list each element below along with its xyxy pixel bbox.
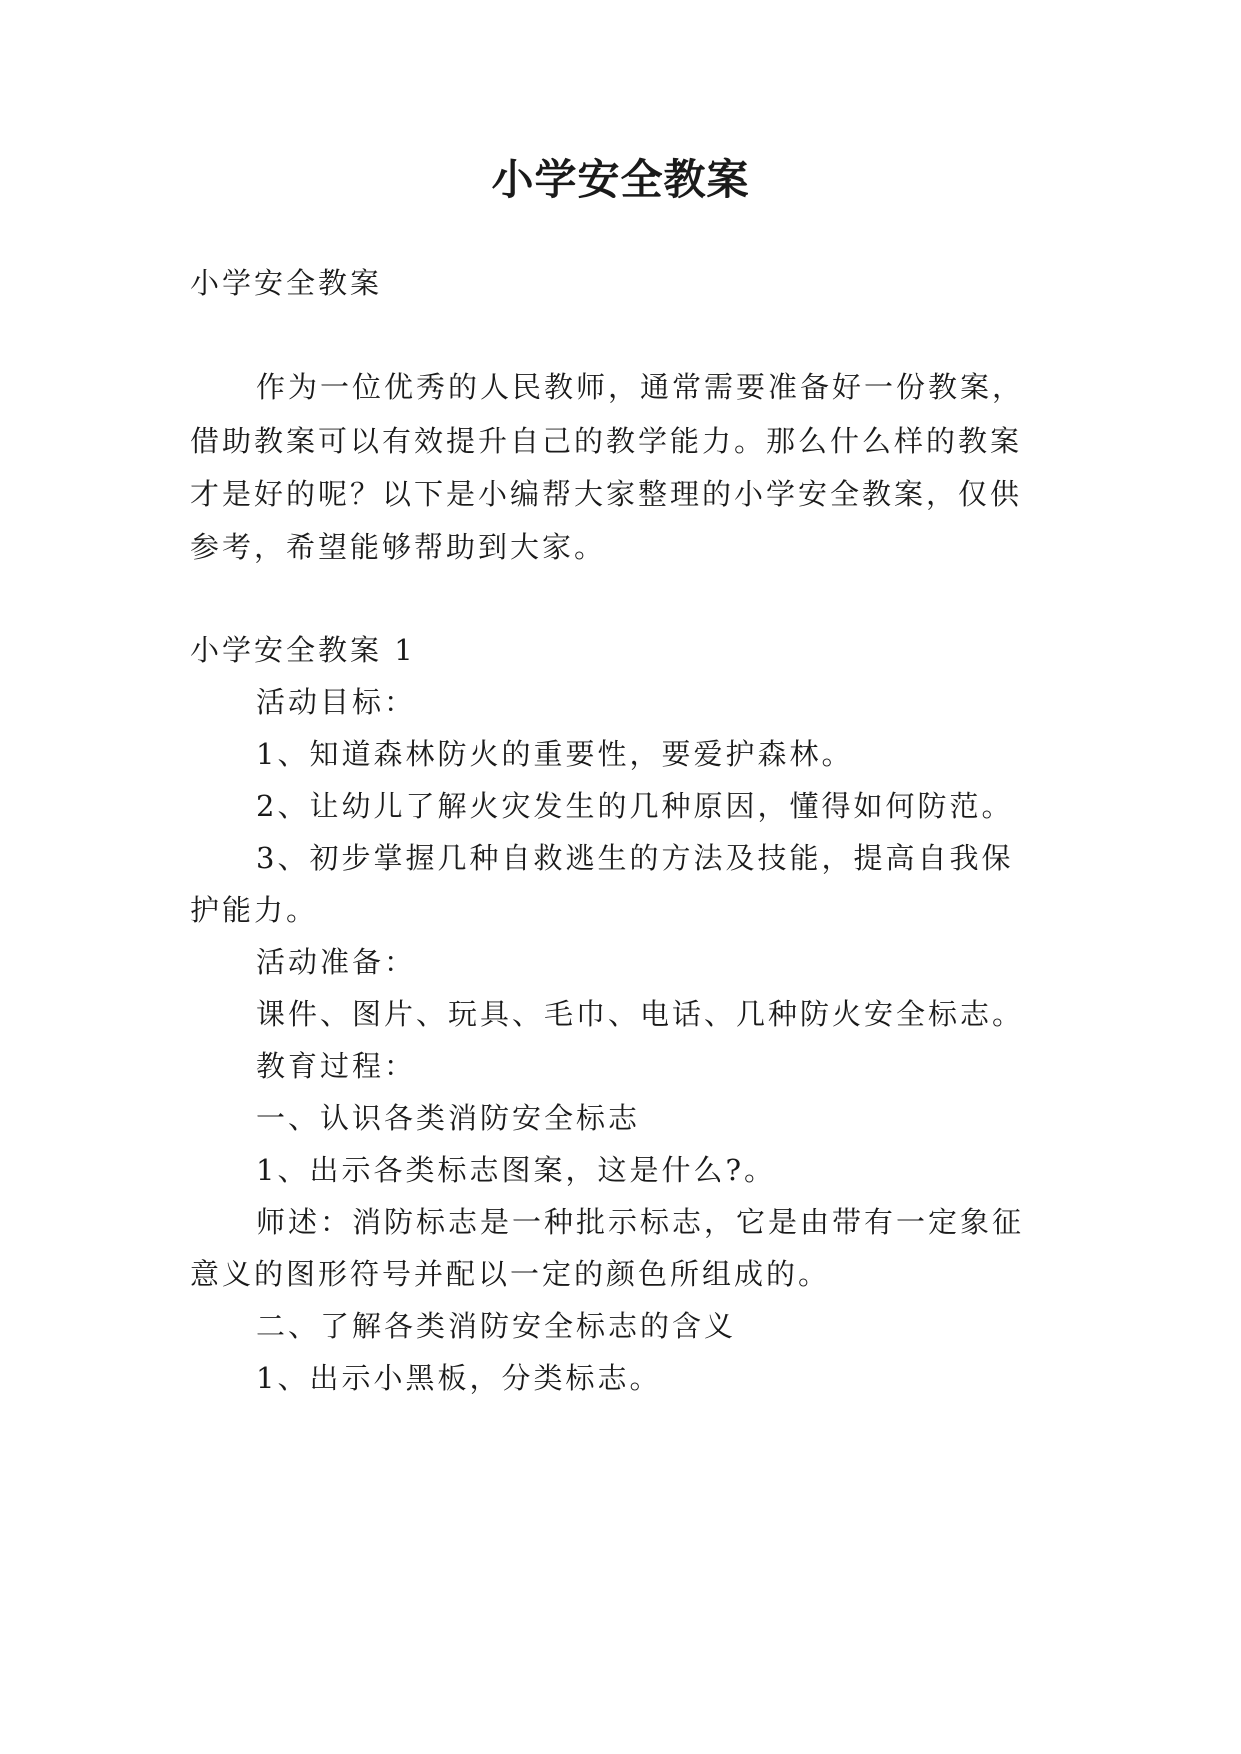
section-heading: 小学安全教案 1 — [190, 633, 416, 667]
intro-line: 作为一位优秀的人民教师，通常需要准备好一份教案， — [256, 370, 1025, 404]
body-line: 一、认识各类消防安全标志 — [256, 1101, 641, 1135]
body-line: 活动目标： — [256, 685, 417, 719]
body-line: 课件、图片、玩具、毛巾、电话、几种防火安全标志。 — [256, 997, 1025, 1031]
body-line: 1、出示各类标志图案，这是什么?。 — [256, 1153, 776, 1187]
body-line: 2、让幼儿了解火灾发生的几种原因，懂得如何防范。 — [256, 789, 1014, 823]
intro-line: 参考，希望能够帮助到大家。 — [190, 530, 607, 564]
body-line: 1、知道森林防火的重要性，要爱护森林。 — [256, 737, 854, 771]
body-line: 活动准备： — [256, 945, 417, 979]
body-line: 师述：消防标志是一种批示标志，它是由带有一定象征 — [256, 1205, 1025, 1239]
body-line: 意义的图形符号并配以一定的颜色所组成的。 — [190, 1257, 831, 1291]
body-line: 教育过程： — [256, 1049, 417, 1083]
body-line: 二、了解各类消防安全标志的含义 — [256, 1309, 737, 1343]
body-line: 1、出示小黑板，分类标志。 — [256, 1361, 662, 1395]
subtitle-line: 小学安全教案 — [190, 266, 383, 300]
document-title: 小学安全教案 — [491, 155, 750, 204]
intro-line: 才是好的呢？以下是小编帮大家整理的小学安全教案，仅供 — [190, 477, 1023, 511]
intro-line: 借助教案可以有效提升自己的教学能力。那么什么样的教案 — [190, 424, 1023, 458]
body-line: 护能力。 — [190, 893, 319, 927]
body-line: 3、初步掌握几种自救逃生的方法及技能，提高自我保 — [256, 841, 1014, 875]
